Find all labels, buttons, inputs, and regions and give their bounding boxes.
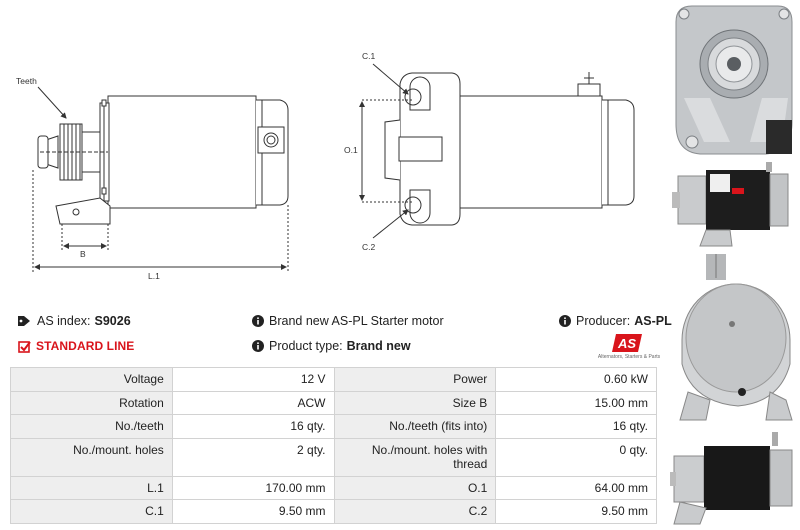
standard-line — [18, 339, 134, 353]
info-icon — [559, 315, 571, 327]
spec-value: 15.00 mm — [496, 391, 657, 415]
description-text: Brand new AS-PL Starter motor — [269, 314, 444, 328]
spec-label: No./teeth — [11, 415, 173, 439]
producer-value: AS-PL — [634, 314, 672, 328]
side-view-drawing — [33, 87, 288, 272]
product-photos — [666, 0, 800, 530]
spec-label: Voltage — [11, 368, 173, 392]
producer — [559, 314, 672, 328]
product-info — [14, 310, 672, 364]
specs-table — [10, 367, 657, 524]
as-index-value: S9026 — [94, 314, 131, 328]
spec-value: 12 V — [172, 368, 334, 392]
logo-tagline: Alternators, Starters & Parts — [597, 354, 661, 360]
logo-text: AS — [617, 336, 637, 351]
table-row — [11, 500, 657, 524]
photo-side-view — [670, 160, 798, 248]
spec-value: 16 qty. — [496, 415, 657, 439]
starter-drawing-svg — [0, 0, 665, 300]
spec-label: Rotation — [11, 391, 173, 415]
o1-label: O.1 — [344, 145, 358, 155]
b-dimension-label: B — [80, 249, 86, 259]
spec-label: O.1 — [334, 476, 496, 500]
spec-value: 64.00 mm — [496, 476, 657, 500]
l1-dimension-label: L.1 — [148, 271, 160, 281]
product-type — [252, 339, 411, 353]
spec-label: Power — [334, 368, 496, 392]
table-row — [11, 438, 657, 476]
photo-side-view-2 — [670, 428, 798, 528]
tag-icon — [18, 315, 32, 327]
spec-label: No./mount. holes with thread — [334, 438, 496, 476]
spec-value: 2 qty. — [172, 438, 334, 476]
spec-label: Size B — [334, 391, 496, 415]
info-icon — [252, 315, 264, 327]
photo-rear-view — [670, 252, 798, 424]
product-type-value: Brand new — [346, 339, 411, 353]
spec-value: 9.50 mm — [172, 500, 334, 524]
spec-label: C.1 — [11, 500, 173, 524]
c2-label: C.2 — [362, 242, 376, 252]
spec-label: L.1 — [11, 476, 173, 500]
as-index — [18, 314, 131, 328]
spec-label: C.2 — [334, 500, 496, 524]
as-pl-logo — [594, 332, 664, 362]
as-index-label: AS index: — [37, 314, 91, 328]
description — [252, 314, 444, 328]
as-logo-mark — [594, 332, 664, 354]
spec-value: 0 qty. — [496, 438, 657, 476]
product-type-label: Product type: — [269, 339, 343, 353]
producer-label: Producer: — [576, 314, 631, 328]
technical-drawings — [0, 0, 665, 300]
photo-front-pinion — [670, 2, 798, 158]
table-row — [11, 476, 657, 500]
c1-label: C.1 — [362, 51, 376, 61]
info-icon — [252, 340, 264, 352]
spec-value: 0.60 kW — [496, 368, 657, 392]
standard-line-text: STANDARD LINE — [36, 339, 135, 353]
checkbox-icon — [18, 340, 31, 353]
spec-value: 16 qty. — [172, 415, 334, 439]
table-row — [11, 391, 657, 415]
spec-label: No./teeth (fits into) — [334, 415, 496, 439]
spec-value: 170.00 mm — [172, 476, 334, 500]
teeth-label: Teeth — [16, 76, 37, 86]
table-row — [11, 368, 657, 392]
spec-label: No./mount. holes — [11, 438, 173, 476]
table-row — [11, 415, 657, 439]
front-view-drawing — [362, 64, 634, 238]
spec-value: 9.50 mm — [496, 500, 657, 524]
spec-value: ACW — [172, 391, 334, 415]
